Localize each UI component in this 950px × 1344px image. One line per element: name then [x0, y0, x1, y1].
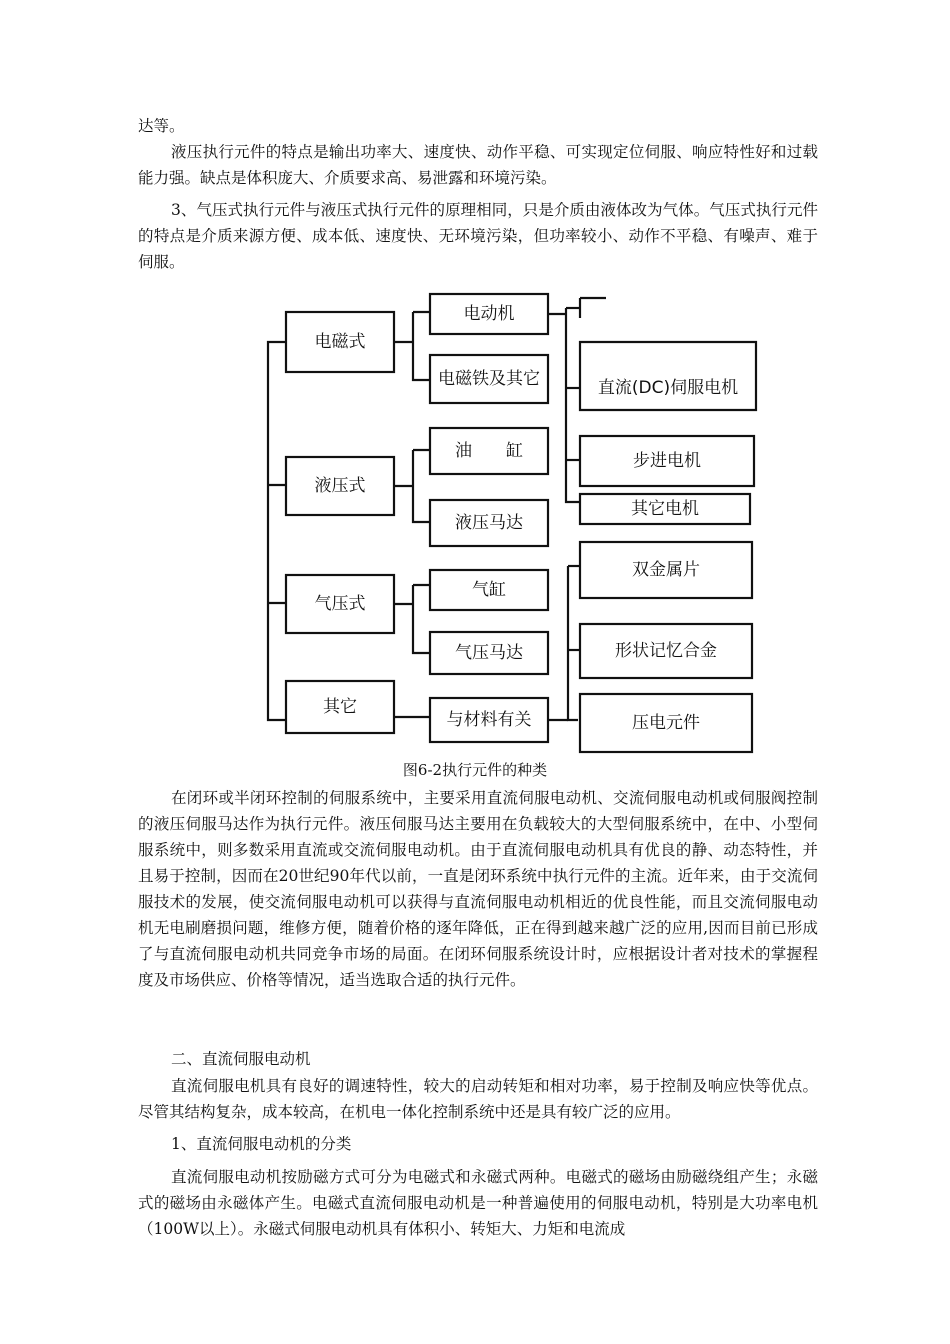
figure-caption: 图6-2执行元件的种类	[402, 761, 548, 779]
connector-line	[413, 312, 430, 380]
box-label: 气压马达	[455, 643, 523, 663]
connector-line	[566, 308, 580, 502]
box-label: 电磁铁及其它	[438, 369, 540, 389]
connector-line	[568, 566, 578, 720]
paragraph-dc-servo-intro: 直流伺服电机具有良好的调速特性，较大的启动转矩和相对功率，易于控制及响应快等优点。尽管其结构复杂，成本较高，在机电一体化控制系统中还是具有较广泛的应用。	[138, 1077, 818, 1121]
box-label: 与材料有关	[446, 710, 532, 730]
box-label: 油 缸	[455, 441, 523, 461]
box-label: 形状记忆合金	[615, 641, 717, 661]
box-label: 压电元件	[632, 713, 700, 733]
section-heading: 二、直流伺服电动机	[171, 1050, 311, 1068]
paragraph-hydraulic-features: 液压执行元件的特点是输出功率大、速度快、动作平稳、可实现定位伺服、响应特性好和过载能力强。缺点是体积庞大、介质要求高、易泄露和环境污染。	[138, 143, 818, 187]
paragraph-servo-actuators: 在闭环或半闭环控制的伺服系统中，主要采用直流伺服电动机、交流伺服电动机或伺服阀控制的液压伺服马达作为执行元件。液压伺服马达主要用在负载较大的大型伺服系统中，在中、小型伺服系统中，则多数采用直流或交流伺服电动机。由于直流伺服电动机具有优良的静、动态特性，并且易于控制，因而在20世纪90年代以前，一直是闭环系统中执行元件的主流。近年来，由于交流伺服技术的发展，使交流伺服电动机可以获得与直流伺服电动机相近的优良性能，而且交流伺服电动机无电刷磨损问题，维修方便，随着价格的逐年降低，正在得到越来越广泛的应用,因而目前已形成了与直流伺服电动机共同竞争市场的局面。在闭环伺服系统设计时，应根据设计者对技术的掌握程度及市场供应、价格等情况，适当选取合适的执行元件。	[138, 789, 818, 989]
connector-line	[413, 585, 430, 653]
actuator-types-diagram	[258, 290, 768, 758]
paragraph-pneumatic: 3、气压式执行元件与液压式执行元件的原理相同，只是介质由液体改为气体。气压式执行元件的特点是介质来源方便、成本低、速度快、无环境污染，但功率较小、动作不平稳、有噪声、难于伺服。	[138, 201, 818, 271]
subsection-heading: 1、直流伺服电动机的分类	[171, 1135, 352, 1153]
box-label: 直流(DC)伺服电机	[597, 378, 739, 398]
paragraph-continued: 达等。	[138, 117, 185, 135]
box-label: 电磁式	[314, 332, 366, 352]
paragraph-dc-servo-classification: 直流伺服电动机按励磁方式可分为电磁式和永磁式两种。电磁式的磁场由励磁绕组产生；永磁式的磁场由永磁体产生。电磁式直流伺服电动机是一种普遍使用的伺服电动机，特别是大功率电机（100W以上）。永磁式伺服电动机具有体积小、转矩大、力矩和电流成	[138, 1168, 818, 1238]
box-label: 液压式	[314, 476, 366, 496]
left-trunk-line	[268, 342, 286, 720]
box-label: 双金属片	[632, 560, 700, 580]
box-label: 步进电机	[633, 451, 701, 471]
connector-line	[413, 450, 430, 522]
box-label: 液压马达	[455, 513, 523, 533]
box-label: 其它电机	[631, 499, 699, 519]
diagram-box-dc-servo	[580, 342, 756, 410]
box-label: 气缸	[472, 580, 506, 600]
box-label: 气压式	[314, 594, 366, 614]
box-label: 其它	[323, 697, 357, 717]
box-label: 电动机	[463, 304, 515, 324]
